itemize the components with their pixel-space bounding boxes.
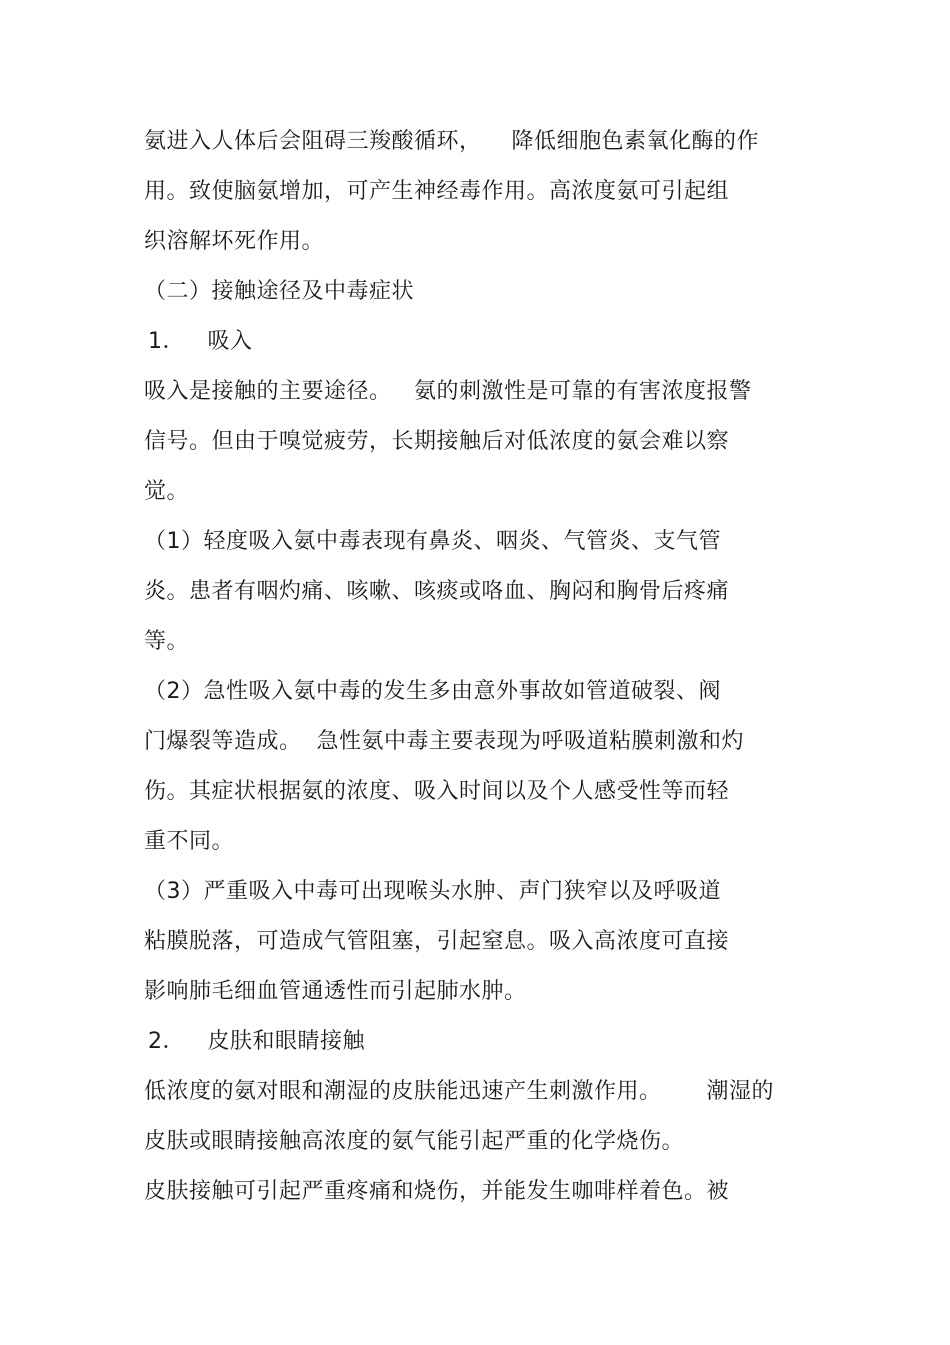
- paragraph-line: 织溶解坏死作用。: [144, 229, 325, 254]
- paragraph-line: 炎。患者有咽灼痛、咳嗽、咳痰或咯血、胸闷和胸骨后疼痛: [144, 579, 730, 604]
- section-heading: （二）接触途径及中毒症状: [144, 279, 415, 304]
- paragraph-line: （1）轻度吸入氨中毒表现有鼻炎、咽炎、气管炎、支气管: [144, 529, 721, 554]
- paragraph-line: 皮肤接触可引起严重疼痛和烧伤，并能发生咖啡样着色。被: [144, 1179, 730, 1204]
- paragraph-line: 氨进入人体后会阻碍三羧酸循环， 降低细胞色素氧化酶的作: [144, 129, 759, 154]
- paragraph-line: 重不同。: [144, 829, 235, 854]
- paragraph-line: 低浓度的氨对眼和潮湿的皮肤能迅速产生刺激作用。 潮湿的: [144, 1079, 774, 1104]
- paragraph-line: 等。: [144, 629, 190, 654]
- paragraph-line: 觉。: [144, 479, 190, 504]
- paragraph-line: 伤。其症状根据氨的浓度、吸入时间以及个人感受性等而轻: [144, 779, 730, 804]
- paragraph-line: 影响肺毛细血管通透性而引起肺水肿。: [144, 979, 527, 1004]
- paragraph-line: 用。致使脑氨增加，可产生神经毒作用。高浓度氨可引起组: [144, 179, 730, 204]
- subsection-heading: 2． 皮肤和眼睛接触: [148, 1029, 365, 1054]
- paragraph-line: （3）严重吸入中毒可出现喉头水肿、声门狭窄以及呼吸道: [144, 879, 721, 904]
- paragraph-line: 皮肤或眼睛接触高浓度的氨气能引起严重的化学烧伤。: [144, 1129, 685, 1154]
- paragraph-line: 吸入是接触的主要途径。 氨的刺激性是可靠的有害浓度报警: [144, 379, 752, 404]
- paragraph-line: 信号。但由于嗅觉疲劳，长期接触后对低浓度的氨会难以察: [144, 429, 730, 454]
- paragraph-line: 粘膜脱落，可造成气管阻塞，引起窒息。吸入高浓度可直接: [144, 929, 730, 954]
- paragraph-line: （2）急性吸入氨中毒的发生多由意外事故如管道破裂、阀: [144, 679, 721, 704]
- subsection-heading: 1． 吸入: [148, 329, 253, 354]
- paragraph-line: 门爆裂等造成。 急性氨中毒主要表现为呼吸道粘膜刺激和灼: [144, 729, 744, 754]
